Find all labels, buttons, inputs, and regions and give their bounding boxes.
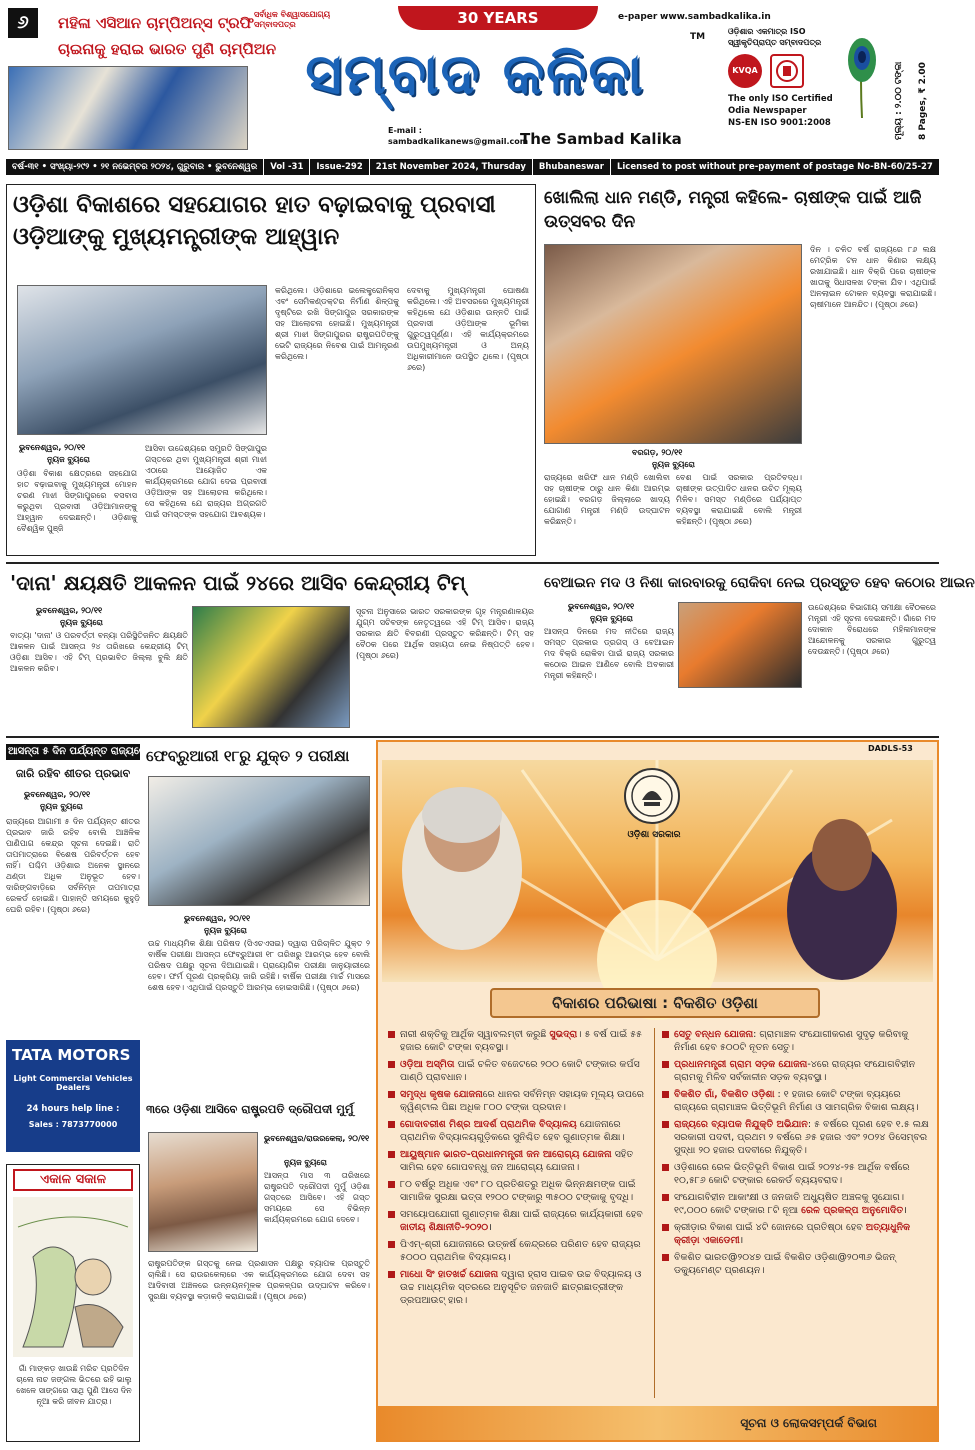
tata-helpline: 24 hours help line : — [26, 1104, 120, 1114]
story-plus2-exam — [144, 740, 372, 1090]
story2-headline[interactable]: ଖୋଲିଲା ଧାନ ମଣ୍ଡି, ମନ୍ତ୍ରୀ କହିଲେ- ଚାଷୀଙ୍କ ପାଇଁ ଆଜି ଉତ୍ସବର ଦିନ — [544, 188, 922, 232]
ad-left-item-text: ୮୦ ବର୍ଷରୁ ଅଧିକ ଏବଂ ୮୦ ପ୍ରତିଶତରୁ ଅଧିକ ଭିନ୍ନକ୍ଷମଙ୍କ ପାଇଁ ସାମାଜିକ ସୁରକ୍ଷା ଭତ୍ତା ୧୨୦୦ ଟଙ୍କାରୁ ୩୫୦୦ ଟଙ୍କାକୁ ବୃଦ୍ଧି। — [400, 1179, 636, 1203]
ad-left-item-text: ଗୋଦାବରୀଶ ମିଶ୍ର ଆଦର୍ଶ ପ୍ରାଥମିକ ବିଦ୍ୟାଳୟ ଯୋଜନାରେ ପ୍ରାଥମିକ ବିଦ୍ୟାଳୟଗୁଡ଼ିକରେ ସୁନିଶ୍ଚିତ ହେବ ଗୁଣାତ୍ମକ ଶିକ୍ଷା। — [400, 1119, 625, 1143]
story7-headline[interactable]: ୩ରେ ଓଡ଼ିଶା ଆସିବେ ରାଷ୍ଟ୍ରପତି ଦ୍ରୌପଦୀ ମୁର୍ମୁ — [146, 1102, 354, 1116]
ad-right-item-text: ରାଜ୍ୟରେ ବ୍ୟାପକ ନିଯୁକ୍ତି ଅଭିଯାନ: ୫ ବର୍ଷରେ ପୂରଣ ହେବ ୧.୫ ଲକ୍ଷ ସରକାରୀ ପଦବୀ, ପ୍ରଥମ ୨ ବର୍ଷରେ ୬୫ ହଜାର ଏବଂ ୨୦୨୪ ଡିସେମ୍ବର ସୁଦ୍ଧା ୨୦ ହଜାର ପଦବୀରେ ନିଯୁକ୍ତି। — [674, 1119, 929, 1156]
story3-photo — [192, 606, 350, 728]
email-address[interactable]: sambadkalikanews@gmail.com — [388, 137, 529, 146]
english-date: 21st November 2024, Thursday — [369, 159, 532, 175]
story4-dateline: ଭୁବନେଶ୍ୱର, ୨୦/୧୧ — [568, 602, 635, 611]
price-vertical: ମୂଲ୍ୟ : ୨.୦୦ ଟଙ୍କା — [894, 61, 904, 140]
cartoon-box — [6, 1164, 140, 1442]
story2-body-3: ଦିନ । ଚଳିତ ବର୍ଷ ରାଜ୍ୟରେ ୮୬ ଲକ୍ଷ ମେଟ୍ରିକ ଟନ ଧାନ କିଣାର ଲକ୍ଷ୍ୟ ରଖାଯାଇଛି। ଧାନ ବିକ୍ରି ପରେ ଚାଷୀଙ୍କ ଖାତାକୁ ସିଧାସଳଖ ଟଙ୍କା ଯିବ। ଏଥିପାଇଁ ଅନଲାଇନ ଟୋକନ ବ୍ୟବସ୍ଥା କରାଯାଇଛି। ଚାଷୀମାନେ ଆନନ୍ଦିତ। (ପୃଷ୍ଠା ୬ରେ) — [810, 245, 936, 309]
ad-left-list — [388, 1028, 650, 1406]
bullet-square-icon — [388, 1121, 395, 1128]
ad-left-item — [388, 1118, 650, 1144]
iso-line-1: The only ISO Certified — [728, 94, 833, 104]
story3-body-2: ସୂଚନା ଅନୁସାରେ ଭାରତ ସରକାରଙ୍କ ଗୃହ ମନ୍ତ୍ରଣାଳୟର ଯୁଗ୍ମ ସଚିବଙ୍କ ନେତୃତ୍ୱରେ ଏହି ଟିମ୍ ଆସିବ। ରାଜ୍ୟ ସରକାର କ୍ଷତି ବିବରଣୀ ପ୍ରସ୍ତୁତ କରିଛନ୍ତି। ଟିମ୍ ସହ ବୈଠକ ପରେ ଆର୍ଥିକ ସହାୟତା ନେଇ ନିଷ୍ପତ୍ତି ହେବ। (ପୃଷ୍ଠା ୬ରେ) — [356, 607, 534, 660]
ad-right-item — [662, 1028, 930, 1054]
english-name: The Sambad Kalika — [520, 130, 682, 148]
story5-byline: ନ୍ୟୁଜ ବ୍ୟୁରୋ — [40, 802, 83, 811]
website-link[interactable]: www.sambadkalika.in — [660, 12, 771, 22]
ad-left-item-highlight: ଆୟୁଷ୍ମାନ ଭାରତ-ପ୍ରଧାନମନ୍ତ୍ରୀ ଜନ ଆରୋଗ୍ୟ ଯୋଜନା — [400, 1149, 612, 1160]
ad-left-item-highlight: ମାଧୋ ସିଂ ହାତଖର୍ଚ୍ଚ ଯୋଜନା — [400, 1269, 499, 1280]
story-paddy-mandi — [542, 184, 939, 556]
city: Bhubaneswar — [532, 159, 610, 175]
ad-left-item — [388, 1088, 650, 1114]
bullet-square-icon — [662, 1224, 669, 1231]
section-divider — [6, 562, 939, 564]
cartoon-caption: ଗାଁ ମାଙ୍କଡ଼ ଖାଉଛି ମରିଚ ପ୍ରତିଦିନ ଚାଲେ ନାଚ ଜଙ୍ଗଲ ଭିତରେ ରହି ଭାଲୁ ଖେଳେ ସାଙ୍ଗରେ ସାଥି ପୁଣି ଆସେ ଦିନ ନୂଆ କରି ଜୀବନ ଯାତ୍ରା। — [16, 1364, 132, 1406]
story-weather — [6, 740, 147, 1032]
story2-dateline: ବରଗଡ଼, ୨୦/୧୧ — [632, 448, 683, 457]
masthead — [0, 0, 945, 158]
tata-line-2: Dealers — [55, 1083, 91, 1092]
ad-left-item — [388, 1148, 650, 1174]
story6-byline: ନ୍ୟୁଜ ବ୍ୟୁରୋ — [204, 926, 247, 935]
story2-photo — [544, 244, 802, 444]
odia-date: ବର୍ଷ-୩୧ • ସଂଖ୍ୟା-୨୯୨ • ୨୧ ନଭେମ୍ବର ୨୦୨୪, ଗୁରୁବାର • ଭୁବନେଶ୍ୱର — [12, 162, 258, 172]
ad-right-item — [662, 1088, 930, 1114]
story4-body-1: ଆସନ୍ତା ଦିନରେ ମଦ ନୀତିରେ ରାଜ୍ୟ ସମସ୍ତ ପ୍ରକାର ଡ୍ରଗସ୍ ଓ ବେଆଇନ ମଦ ବିକ୍ରି ରୋକିବା ପାଇଁ ରାଜ୍ୟ ସରକାର କଠୋର ଆଇନ ଆଣିବେ ବୋଲି ଅବକାରୀ ମନ୍ତ୍ରୀ କହିଛନ୍ତି। — [544, 627, 674, 680]
story7-body-2: ରାଷ୍ଟ୍ରପତିଙ୍କ ଗସ୍ତକୁ ନେଇ ପ୍ରଶାସନ ପକ୍ଷରୁ ବ୍ୟାପକ ପ୍ରସ୍ତୁତି ଚାଲିଛି। ସେ ରାଉରକେଲାରେ ଏକ କାର୍ଯ୍ୟକ୍ରମରେ ଯୋଗ ଦେବା ସହ ଆଦିବାସୀ ଅଞ୍ଚଳରେ ଉନ୍ନୟନମୂଳକ ପ୍ରକଳ୍ପର ଉଦ୍‌ଘାଟନ କରିବେ। ସୁରକ୍ଷା ବ୍ୟବସ୍ଥା କଡ଼ାକଡ଼ି କରାଯାଇଛି। (ପୃଷ୍ଠା ୬ରେ) — [148, 1259, 370, 1301]
story4-photo — [678, 602, 802, 688]
bullet-square-icon — [662, 1061, 669, 1068]
ad-right-item — [662, 1058, 930, 1084]
newspaper-logo[interactable]: ସମ୍ବାଦ କଳିକା — [305, 41, 645, 107]
ad-left-item-highlight: ଗୋଦାବରୀଶ ମିଶ୍ର ଆଦର୍ଶ ପ୍ରାଥମିକ ବିଦ୍ୟାଳୟ — [400, 1119, 577, 1130]
ad-right-item-text: ବିକଶିତ ଭାରତ@୨୦୪୭ ପାଇଁ ବିକଶିତ ଓଡ଼ିଶା@୨୦୩୬ ଭିଜନ୍ ଡକ୍ୟୁମେଣ୍ଟ ପ୍ରଣୟନ। — [674, 1252, 896, 1276]
email-label: E-mail : — [388, 126, 422, 135]
story1-dateline: ଭୁବନେଶ୍ୱର, ୨୦/୧୧ — [19, 443, 86, 452]
cartoon-title: ଏକାଳ ସକାଳ — [13, 1169, 133, 1191]
story5-dateline: ଭୁବନେଶ୍ୱର, ୨୦/୧୧ — [24, 790, 91, 799]
story3-byline: ନ୍ୟୁଜ ବ୍ୟୁରୋ — [60, 618, 103, 627]
story1-body-2: ଆସିବା ଉଦ୍ଦେଶ୍ୟରେ ସମ୍ପ୍ରତି ସିଙ୍ଗାପୁର ଗସ୍ତରେ ଥିବା ମୁଖ୍ୟମନ୍ତ୍ରୀ ଶ୍ରୀ ମାଝୀ ଏଠାରେ ଆୟୋଜିତ ଏକ କାର୍ଯ୍ୟକ୍ରମରେ ଯୋଗ ଦେଇ ପ୍ରବାସୀ ଓଡ଼ିଆଙ୍କ ସହ ଆଲୋଚନା କରିଥିଲେ। ସେ କହିଥିଲେ ଯେ ରାଜ୍ୟର ଅଗ୍ରଗତି ପାଇଁ ସମସ୍ତଙ୍କ ସହଯୋଗ ଆବଶ୍ୟକ। — [145, 444, 267, 519]
story7-byline: ନ୍ୟୁଜ ବ୍ୟୁରୋ — [284, 1158, 327, 1167]
ad-title: ବିକାଶର ପରିଭାଷା : ବିକଶିତ ଓଡ଼ିଶା — [490, 988, 820, 1018]
postal-license: Licensed to post without pre-payment of postage No-BN-60/25-27 — [610, 159, 939, 175]
ad-right-item-text: ବିକଶିତ ଗାଁ, ବିକଶିତ ଓଡ଼ିଶା : ୧ ହଜାର କୋଟି ଟଙ୍କା ବ୍ୟୟରେ ରାଜ୍ୟରେ ଗ୍ରାମାଞ୍ଚଳ ଭିତ୍ତିଭୂମି ନିର୍ମାଣ ଓ ସାମଗ୍ରିକ ବିକାଶ ଲକ୍ଷ୍ୟ। — [674, 1089, 919, 1113]
ad-right-item-text: ସଂଯୋଗବିହୀନ ଆକାଂକ୍ଷୀ ଓ ଜନଜାତି ଅଧ୍ୟୁଷିତ ଅଞ୍ଚଳକୁ ସୁଯୋଗ। ୧୯,୦୦୦ କୋଟି ଟଙ୍କାର ୮ଟି ନୂଆ ରେଳ ପ୍ରକଳ୍ପ ଅନୁମୋଦିତ। — [674, 1192, 907, 1216]
ad-right-item — [662, 1118, 930, 1157]
ad-right-item-text: ସେତୁ ବନ୍ଧନ ଯୋଜନା: ଗ୍ରାମାଞ୍ଚଳ ସଂଯୋଗୀକରଣ ସୁଦୃଢ଼ କରିବାକୁ ନିର୍ମାଣ ହେବ ୫୦୦ଟି ନୂତନ ସେତୁ। — [674, 1029, 909, 1053]
dateline-bar — [6, 159, 939, 175]
odisha-govt-emblem-icon — [624, 768, 680, 824]
ad-right-item — [662, 1221, 930, 1247]
ad-left-item-text: ସମୟୋପଯୋଗୀ ଗୁଣାତ୍ମକ ଶିକ୍ଷା ପାଇଁ ରାଜ୍ୟରେ କାର୍ଯ୍ୟକାରୀ ହେବ ଜାତୀୟ ଶିକ୍ଷାନୀତି-୨୦୨୦। — [400, 1209, 643, 1233]
story7-body-1: ଆସନ୍ତା ମାସ ୩ ତାରିଖରେ ରାଷ୍ଟ୍ରପତି ଦ୍ରୌପଦୀ ମୁର୍ମୁ ଓଡ଼ିଶା ଗସ୍ତରେ ଆସିବେ। ଏହି ଗସ୍ତ ସମୟରେ ସେ ବିଭିନ୍ନ କାର୍ଯ୍ୟକ୍ରମରେ ଯୋଗ ଦେବେ। — [264, 1171, 370, 1224]
promo-line-1[interactable]: ମହିଳା ଏସିଆନ ଚାମ୍ପିଅନ୍ସ ଟ୍ରଫି — [58, 14, 255, 32]
hockey-photo — [8, 66, 248, 150]
ad-left-item-text: ଓଡ଼ିଆ ଅସ୍ମିତା ପାଇଁ ଚଳିତ ବଜେଟରେ ୨୦୦ କୋଟି ଟଙ୍କାର କର୍ପସ ପାଣ୍ଠି ପ୍ରାବଧାନ। — [400, 1059, 640, 1083]
story1-body-3: କରିଥିଲେ। ଓଡ଼ିଶାରେ ଇଲେକ୍ଟ୍ରୋନିକ୍ସ ଏବଂ ସେମିକଣ୍ଡକ୍ଟର ନିର୍ମାଣ ଶିଳ୍ପକୁ ଦୃଷ୍ଟିରେ ରଖି ସିଙ୍ଗାପୁର ସରକାରଙ୍କ ସହ ଆଲୋଚନା ହୋଇଛି। ମୁଖ୍ୟମନ୍ତ୍ରୀ ଶ୍ରୀ ମାଝୀ ସିଙ୍ଗାପୁରର ରାଷ୍ଟ୍ରପତିଙ୍କୁ ଭେଟି ରାଜ୍ୟରେ ନିବେଶ ପାଇଁ ଆମନ୍ତ୍ରଣ କରିଥିଲେ। — [275, 286, 399, 361]
ad-left-item-text: ପିଏମ୍-ଶ୍ରୀ ଯୋଜନାରେ ଉତ୍କର୍ଷ କେନ୍ଦ୍ରରେ ପରିଣତ ହେବ ରାଜ୍ୟର ୫୦୦୦ ପ୍ରାଥମିକ ବିଦ୍ୟାଳୟ। — [400, 1239, 641, 1263]
bullet-square-icon — [662, 1194, 669, 1201]
bullet-square-icon — [662, 1254, 669, 1261]
story1-byline: ନ୍ୟୁଜ ବ୍ୟୁରୋ — [47, 455, 90, 464]
story6-dateline: ଭୁବନେଶ୍ୱର, ୨୦/୧୧ — [184, 914, 251, 923]
ad-footer-department: ସୂଚନା ଓ ଲୋକସମ୍ପର୍କ ବିଭାଗ — [740, 1416, 877, 1430]
page-number: ୬ — [8, 8, 38, 38]
ad-left-item — [388, 1268, 650, 1307]
ad-left-item-highlight: ଓଡ଼ିଆ ଅସ୍ମିତା — [400, 1059, 455, 1070]
story5-headline-1[interactable]: ଆସନ୍ତା ୫ ଦିନ ପର୍ଯ୍ୟନ୍ତ ରାଜ୍ୟରେ — [6, 744, 140, 760]
iso-line-3: NS-EN ISO 9001:2008 — [728, 118, 831, 128]
story1-body-4: ଦେବାକୁ ମୁଖ୍ୟମନ୍ତ୍ରୀ ଘୋଷଣା କରିଥିଲେ। ଏହି ଅବସରରେ ମୁଖ୍ୟମନ୍ତ୍ରୀ କହିଥିଲେ ଯେ ଓଡ଼ିଶାର ଉନ୍ନତି ପାଇଁ ପ୍ରବାସୀ ଓଡ଼ିଆଙ୍କ ଭୂମିକା ଗୁରୁତ୍ୱପୂର୍ଣ୍ଣ। ଏହି କାର୍ଯ୍ୟକ୍ରମରେ ଉପମୁଖ୍ୟମନ୍ତ୍ରୀ ଓ ଅନ୍ୟ ଅଧିକାରୀମାନେ ଉପସ୍ଥିତ ଥିଲେ। (ପୃଷ୍ଠା ୬ରେ) — [407, 286, 529, 372]
ad-right-item-text: ପ୍ରଧାନମନ୍ତ୍ରୀ ଗ୍ରାମ ସଡ଼କ ଯୋଜନା-୪ରେ ରାଜ୍ୟର ସଂଯୋଗବିହୀନ ଗ୍ରାମକୁ ମିଳିବ ସର୍ବକାଳୀନ ସଡ଼କ ବ୍ୟବସ୍ଥା। — [674, 1059, 916, 1083]
ad-column-divider — [654, 1028, 655, 1398]
ad-right-item-highlight: ରେଳ ପ୍ରକଳ୍ପ ଅନୁମୋଦିତ — [801, 1205, 904, 1216]
ad-right-item-highlight: ପ୍ରଧାନମନ୍ତ୍ରୀ ଗ୍ରାମ ସଡ଼କ ଯୋଜନା — [674, 1059, 808, 1070]
story4-headline[interactable]: ବେଆଇନ ମଦ ଓ ନିଶା କାରବାରକୁ ରୋକିବା ନେଇ ପ୍ରସ୍ତୁତ ହେବ କଠୋର ଆଇନ — [544, 575, 975, 591]
tata-motors-ad[interactable] — [6, 1040, 140, 1152]
ad-right-item-highlight: ସେତୁ ବନ୍ଧନ ଯୋଜନା — [674, 1029, 754, 1040]
story7-photo — [148, 1132, 258, 1252]
story2-body-1: ରାଜ୍ୟରେ ଖରିଫ ଧାନ ମଣ୍ଡି ଖୋଲିବା ସହ ଚାଷୀଙ୍କ ଠାରୁ ଧାନ କିଣା ଆରମ୍ଭ ହୋଇଛି। ବରଗଡ଼ ଜିଲ୍ଲାରେ ଖାଦ୍ୟ ଯୋଗାଣ ମନ୍ତ୍ରୀ ମଣ୍ଡି ଉଦ୍‌ଘାଟନ କରିଛନ୍ତି। — [544, 473, 670, 526]
tata-brand: TATA MOTORS — [12, 1046, 131, 1064]
issue: Issue-292 — [309, 159, 368, 175]
cartoon-drawing — [13, 1197, 133, 1357]
govt-label: ଓଡ଼ିଶା ସରକାର — [627, 830, 681, 840]
bullet-square-icon — [388, 1091, 395, 1098]
kvqa-badge — [728, 54, 762, 88]
story6-photo — [148, 776, 370, 906]
epaper-label: e-paper — [618, 12, 658, 22]
bullet-square-icon — [388, 1211, 395, 1218]
ad-right-item — [662, 1251, 930, 1277]
iso-line-2: Odia Newspaper — [728, 106, 807, 116]
ad-right-item-highlight: ରାଜ୍ୟରେ ବ୍ୟାପକ ନିଯୁକ୍ତି ଅଭିଯାନ — [674, 1119, 808, 1130]
story1-headline[interactable]: ଓଡ଼ିଶା ବିକାଶରେ ସହଯୋଗର ହାତ ବଢ଼ାଇବାକୁ ପ୍ରବାସୀ ଓଡ଼ିଆଙ୍କୁ ମୁଖ୍ୟମନ୍ତ୍ରୀଙ୍କ ଆହ୍ୱାନ — [13, 192, 496, 250]
story-liquor-law — [542, 566, 975, 732]
pages-vertical: 8 Pages, ₹ 2.00 — [918, 62, 928, 140]
ad-left-item-text: ନାରୀ ଶକ୍ତିକୁ ଆର୍ଥିକ ସ୍ୱାବଲମ୍ବୀ କରୁଛି ସୁଭଦ୍ରା। ୫ ବର୍ଷ ପାଇଁ ୫୫ ହଜାର କୋଟି ଟଙ୍କା ବ୍ୟବସ୍ଥା। — [400, 1029, 642, 1053]
story-cm-singapore — [6, 184, 536, 556]
bullet-square-icon — [662, 1164, 669, 1171]
ad-code: DADLS-53 — [868, 744, 913, 753]
ad-left-item-highlight: ଜାତୀୟ ଶିକ୍ଷାନୀତି-୨୦୨୦ — [400, 1222, 489, 1233]
story2-body-2: ବେଶ ପାଇଁ ସରକାର ପ୍ରତିବଦ୍ଧ। ଚାଷୀଙ୍କ ଉତ୍ପାଦିତ ଧାନର ଉଚିତ ମୂଲ୍ୟ ମିଳିବ। ସମସ୍ତ ମଣ୍ଡିରେ ପର୍ଯ୍ୟାପ୍ତ ବ୍ୟବସ୍ଥା କରାଯାଇଛି ବୋଲି ମନ୍ତ୍ରୀ କହିଛନ୍ତି। (ପୃଷ୍ଠା ୬ରେ) — [676, 473, 802, 526]
ad-left-item-text: ମାଧୋ ସିଂ ହାତଖର୍ଚ୍ଚ ଯୋଜନା ଦ୍ୱାରା ହ୍ରାସ ପାଇବ ଉଚ୍ଚ ବିଦ୍ୟାଳୟ ଓ ଉଚ୍ଚ ମାଧ୍ୟମିକ ସ୍ତରରେ ଅନୁସୂଚିତ ଜନଜାତି ଛାତ୍ରଛାତ୍ରୀଙ୍କ ଡ୍ରପଆଉଟ୍ ହାର। — [400, 1269, 642, 1306]
bullet-square-icon — [388, 1031, 395, 1038]
bullet-square-icon — [388, 1241, 395, 1248]
story3-body-1: ବାତ୍ୟା 'ଦାନା' ଓ ପରବର୍ତ୍ତୀ ବନ୍ୟା ପରିସ୍ଥିତିଜନିତ କ୍ଷୟକ୍ଷତି ଆକଳନ ପାଇଁ ଆସନ୍ତା ୨୪ ତାରିଖରେ କେନ୍ଦ୍ରୀୟ ଟିମ୍ ଓଡ଼ିଶା ଆସିବ। ଏହି ଟିମ୍ ପ୍ରଭାବିତ ଜିଲ୍ଲା ବୁଲି କ୍ଷତି ଆକଳନ କରିବ। — [10, 631, 188, 673]
story-president-visit — [144, 1094, 372, 1442]
bullet-square-icon — [388, 1271, 395, 1278]
ad-right-list — [662, 1028, 930, 1406]
trademark: TM — [690, 32, 706, 42]
years-banner: 30 YEARS — [398, 6, 598, 30]
bullet-square-icon — [662, 1031, 669, 1038]
bullet-square-icon — [388, 1151, 395, 1158]
promo-line-2[interactable]: ଚାଇନାକୁ ହରାଇ ଭାରତ ପୁଣି ଚାମ୍ପିଅନ — [58, 40, 277, 58]
ad-left-item — [388, 1238, 650, 1264]
ad-right-item-highlight: ବିକଶିତ ଗାଁ, ବିକଶିତ ଓଡ଼ିଶା — [674, 1089, 775, 1100]
story3-headline[interactable]: 'ଦାନା' କ୍ଷୟକ୍ଷତି ଆକଳନ ପାଇଁ ୨୪ରେ ଆସିବ କେନ୍ଦ୍ରୀୟ ଟିମ୍ — [10, 571, 466, 595]
ad-left-item — [388, 1178, 650, 1204]
ad-footer — [378, 1406, 937, 1440]
ad-right-item-text: କ୍ରୀଡ଼ାର ବିକାଶ ପାଇଁ ୪ଟି ଜୋନରେ ପ୍ରତିଷ୍ଠା ହେବ ଅତ୍ୟାଧୁନିକ କ୍ରୀଡ଼ା ଏକାଡେମୀ। — [674, 1222, 911, 1246]
tagline-left: ସର୍ବାଧିକ ବିଶ୍ୱାସଯୋଗ୍ୟ ସମ୍ବାଦପତ୍ର — [254, 10, 331, 29]
govt-odisha-ad[interactable] — [376, 740, 939, 1442]
ad-left-item — [388, 1058, 650, 1084]
tata-line-1: Light Commercial Vehicles — [13, 1074, 133, 1083]
story6-body: ଉଚ୍ଚ ମାଧ୍ୟମିକ ଶିକ୍ଷା ପରିଷଦ (ସିଏଚଏସଇ) ଦ୍ୱାରା ପରିଚାଳିତ ଯୁକ୍ତ ୨ ବାର୍ଷିକ ପରୀକ୍ଷା ଆସନ୍ତା ଫେବ୍ରୁଆରୀ ୧୮ ତାରିଖରୁ ଆରମ୍ଭ ହେବ ବୋଲି ପରିଷଦ ପକ୍ଷରୁ ସୂଚନା ଦିଆଯାଇଛି। ପ୍ରାୟୋଗିକ ପରୀକ୍ଷା ଜାନୁୟାରୀରେ ହେବ। ଫର୍ମ ପୂରଣ ପ୍ରକ୍ରିୟା ଜାରି ରହିଛି। ବାର୍ଷିକ ପରୀକ୍ଷା ମାର୍ଚ୍ଚ ମାସରେ ଶେଷ ହେବ। ଏଥିପାଇଁ ପ୍ରସ୍ତୁତି ଆରମ୍ଭ ହୋଇସାରିଛି। (ପୃଷ୍ଠା ୬ରେ) — [148, 939, 370, 992]
ad-left-item-text: ଆୟୁଷ୍ମାନ ଭାରତ-ପ୍ରଧାନମନ୍ତ୍ରୀ ଜନ ଆରୋଗ୍ୟ ଯୋଜନା ସହିତ ସାମିଲ ହେବ ଗୋପବନ୍ଧୁ ଜନ ଆରୋଗ୍ୟ ଯୋଜନା। — [400, 1149, 634, 1173]
story2-byline: ନ୍ୟୁଜ ବ୍ୟୁରୋ — [652, 460, 695, 469]
story5-body: ରାଜ୍ୟରେ ଆଗାମୀ ୫ ଦିନ ପର୍ଯ୍ୟନ୍ତ ଶୀତର ପ୍ରଭାବ ଜାରି ରହିବ ବୋଲି ଆଞ୍ଚଳିକ ପାଣିପାଗ କେନ୍ଦ୍ର ସୂଚନା ଦେଇଛି। ରାତି ତାପମାତ୍ରାରେ ବିଶେଷ ପରିବର୍ତ୍ତନ ହେବ ନାହିଁ। ପଶ୍ଚିମ ଓଡ଼ିଶାର ଅନେକ ସ୍ଥାନରେ ଥଣ୍ଡା ଅଧିକ ଅନୁଭୂତ ହେବ। ଦାରିଙ୍ଗବାଡ଼ିରେ ସର୍ବନିମ୍ନ ତାପମାତ୍ରା ରେକର୍ଡ ହୋଇଛି। ପାହାନ୍ତି ସମୟରେ କୁହୁଡ଼ି ଘେରି ରହିବ। (ପୃଷ୍ଠା ୬ରେ) — [6, 817, 140, 914]
section-divider-2 — [6, 736, 939, 738]
bullet-square-icon — [388, 1181, 395, 1188]
ad-right-item-highlight: ଅତ୍ୟାଧୁନିକ କ୍ରୀଡ଼ା ଏକାଡେମୀ — [674, 1222, 911, 1246]
bullet-square-icon — [662, 1091, 669, 1098]
story7-dateline: ଭୁବନେଶ୍ୱର/ରାଉରକେଲା, ୨୦/୧୧ — [264, 1134, 370, 1143]
story5-headline-2[interactable]: ଜାରି ରହିବ ଶୀତର ପ୍ରଭାବ — [15, 767, 131, 780]
bullet-square-icon — [662, 1121, 669, 1128]
story6-headline[interactable]: ଫେବ୍ରୁଆରୀ ୧୮ରୁ ଯୁକ୍ତ ୨ ପରୀକ୍ଷା — [146, 747, 350, 765]
story3-dateline: ଭୁବନେଶ୍ୱର, ୨୦/୧୧ — [36, 606, 103, 615]
tata-sales-number[interactable]: Sales : 7873770000 — [28, 1120, 118, 1129]
ad-left-item-text: ସମୃଦ୍ଧ କୃଷକ ଯୋଜନାରେ ଧାନର ସର୍ବନିମ୍ନ ସହାୟକ ମୂଲ୍ୟ ଉପରେ କ୍ୱିଣ୍ଟାଲ ପିଛା ଅଧିକ ୮୦୦ ଟଙ୍କା ପ୍ରଦାନ। — [400, 1089, 644, 1113]
ad-left-item — [388, 1208, 650, 1234]
story4-byline: ନ୍ୟୁଜ ବ୍ୟୁରୋ — [590, 614, 633, 623]
bullet-square-icon — [388, 1061, 395, 1068]
story1-body-1: ଓଡ଼ିଶା ବିକାଶ କ୍ଷେତ୍ରରେ ସହଯୋଗ ହାତ ବଢ଼ାଇବାକୁ ମୁଖ୍ୟମନ୍ତ୍ରୀ ମୋହନ ଚରଣ ମାଝୀ ସିଙ୍ଗାପୁରରେ ବସବାସ କରୁଥିବା ପ୍ରବାସୀ ଓଡ଼ିଆମାନଙ୍କୁ ଆହ୍ୱାନ ଦେଇଛନ୍ତି। ଓଡ଼ିଶାକୁ ବୈଶ୍ୱିକ ପୁଞ୍ଜି — [17, 469, 137, 533]
kvqa-label: KVQA — [732, 66, 758, 75]
ad-right-item — [662, 1191, 930, 1217]
accreditation-icon — [770, 54, 804, 88]
ad-left-item — [388, 1028, 650, 1054]
ad-left-item-highlight: ସମୃଦ୍ଧ କୃଷକ ଯୋଜନା — [400, 1089, 483, 1100]
story1-photo — [17, 285, 267, 435]
iso-odia-text: ଓଡ଼ିଶାର ଏକମାତ୍ର ISO ସ୍ୱୀକୃତିପ୍ରାପ୍ତ ସମ୍ବାଦପତ୍ର — [728, 27, 822, 47]
story4-body-2: ଉଦ୍ଦେଶ୍ୟରେ ବିଭାଗୀୟ ସମୀକ୍ଷା ବୈଠକରେ ମନ୍ତ୍ରୀ ଏହି ସୂଚନା ଦେଇଛନ୍ତି। ଗାଁରେ ମଦ ଦୋକାନ ବିରୋଧରେ ମହିଳାମାନଙ୍କ ଆନ୍ଦୋଳନକୁ ସରକାର ଗୁରୁତ୍ୱ ଦେଉଛନ୍ତି। (ପୃଷ୍ଠା ୬ରେ) — [808, 603, 936, 656]
peacock-feather-icon — [838, 30, 886, 120]
volume: Vol -31 — [263, 159, 309, 175]
ad-right-item — [662, 1161, 930, 1187]
ad-right-item-text: ଓଡ଼ିଶାରେ ରେଳ ଭିତ୍ତିଭୂମି ବିକାଶ ପାଇଁ ୨୦୨୪-୨୫ ଆର୍ଥିକ ବର୍ଷରେ ୧୦,୫୮୬ କୋଟି ଟଙ୍କାର ରେକର୍ଡ ବ୍ୟୟବରାଦ। — [674, 1162, 910, 1186]
story-dana-team — [6, 566, 536, 732]
ad-left-item-highlight: ସୁଭଦ୍ରା — [549, 1029, 578, 1040]
